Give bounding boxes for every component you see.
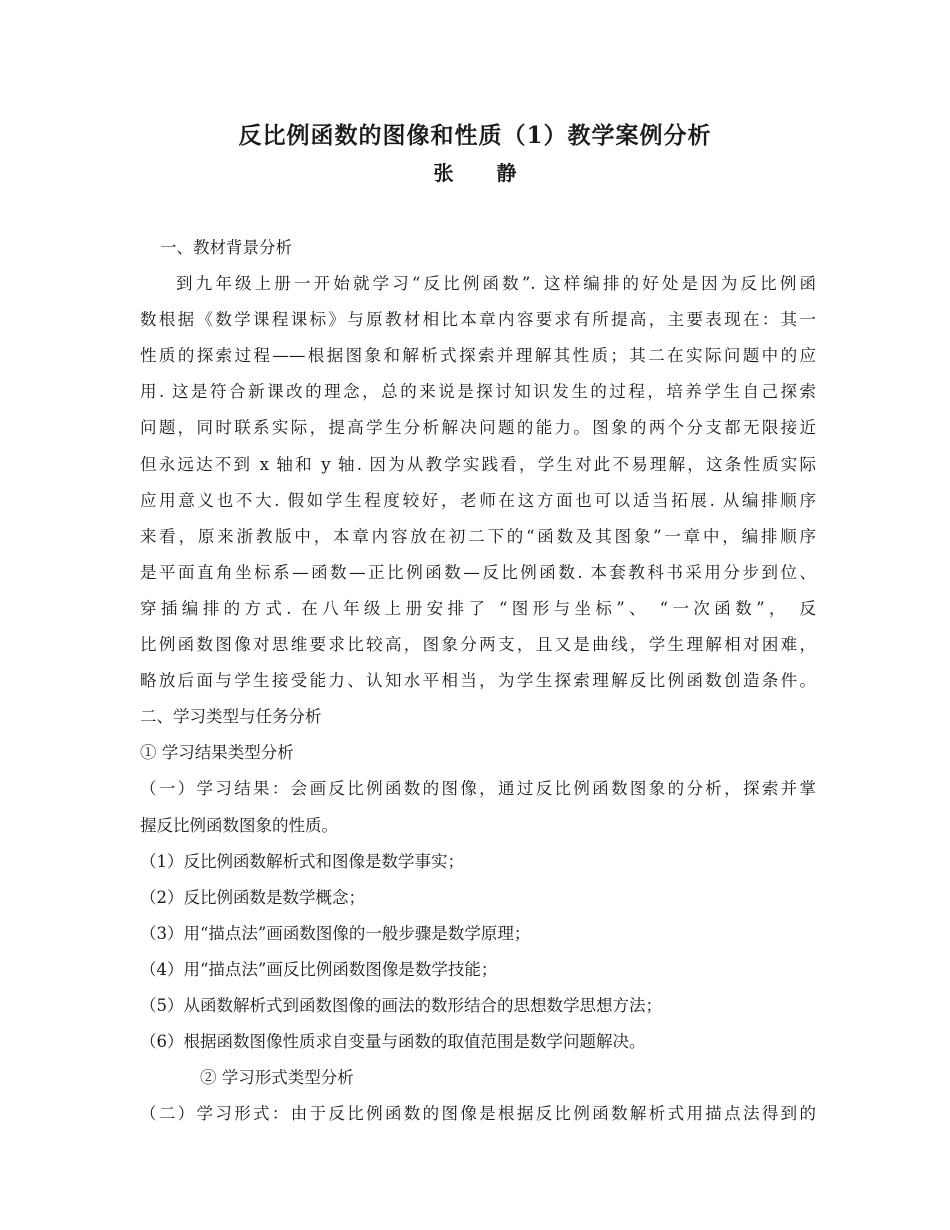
paragraph-line: （4）用“描点法”画反比例函数图像是数学技能； — [140, 959, 498, 979]
paragraph-line: 二、学习类型与任务分析 — [140, 707, 322, 727]
paragraph-line: ① 学习结果类型分析 — [140, 743, 294, 763]
paragraph-line: （6）根据函数图像性质求自变量与函数的取值范围是数学问题解决。 — [140, 1032, 646, 1052]
paragraph-line: （1）反比例函数解析式和图像是数学事实； — [140, 851, 464, 871]
paragraph-line: 是平面直角坐标系—函数—正比例函数—反比例函数. 本套教科书采用分步到位、 — [140, 562, 816, 582]
paragraph-line: （3）用“描点法”画函数图像的一般步骤是数学原理； — [140, 923, 531, 943]
paragraph-line: （5）从函数解析式到函数图像的画法的数形结合的思想数学思想方法； — [140, 995, 662, 1015]
document-body — [140, 230, 816, 1132]
paragraph-line: （2）反比例函数是数学概念； — [140, 887, 365, 907]
paragraph-line: 但永远达不到 x 轴和 y 轴. 因为从教学实践看，学生对此不易理解，这条性质实际 — [140, 454, 816, 474]
paragraph-line: 到九年级上册一开始就学习“反比例函数”. 这样编排的好处是因为反比例函 — [176, 274, 816, 294]
paragraph-line: 应用意义也不大. 假如学生程度较好，老师在这方面也可以适当拓展. 从编排顺序 — [140, 490, 816, 510]
paragraph-line: 略放后面与学生接受能力、认知水平相当，为学生探索理解反比例函数创造条件。 — [140, 671, 816, 691]
paragraph-line: 比例函数图像对思维要求比较高，图象分两支，且又是曲线，学生理解相对困难， — [140, 635, 816, 655]
paragraph-line: 握反比例函数图象的性质。 — [140, 815, 338, 835]
paragraph-line: 用. 这是符合新课改的理念，总的来说是探讨知识发生的过程，培养学生自己探索 — [140, 382, 816, 402]
document-title: 反比例函数的图像和性质（1）教学案例分析 — [238, 122, 712, 149]
paragraph-line: （二）学习形式：由于反比例函数的图像是根据反比例函数解析式用描点法得到的 — [140, 1104, 816, 1124]
paragraph-line: 数根据《数学课程课标》与原教材相比本章内容要求有所提高，主要表现在：其一 — [140, 310, 816, 330]
paragraph-line: ② 学习形式类型分析 — [200, 1068, 354, 1088]
document-author: 张 静 — [433, 161, 535, 185]
paragraph-line: 问题，同时联系实际，提高学生分析解决问题的能力。图象的两个分支都无限接近 — [140, 418, 816, 438]
paragraph-line: 一、教材背景分析 — [160, 238, 292, 257]
paragraph-line: 穿插编排的方式. 在八年级上册安排了 “图形与坐标”、 “一次函数”， 反 — [140, 598, 816, 618]
paragraph-line: 来看，原来浙教版中，本章内容放在初二下的“函数及其图象”一章中，编排顺序 — [140, 526, 816, 546]
paragraph-line: （一）学习结果：会画反比例函数的图像，通过反比例函数图象的分析，探索并掌 — [140, 779, 816, 799]
paragraph-line: 性质的探索过程——根据图象和解析式探索并理解其性质；其二在实际问题中的应 — [140, 346, 816, 366]
